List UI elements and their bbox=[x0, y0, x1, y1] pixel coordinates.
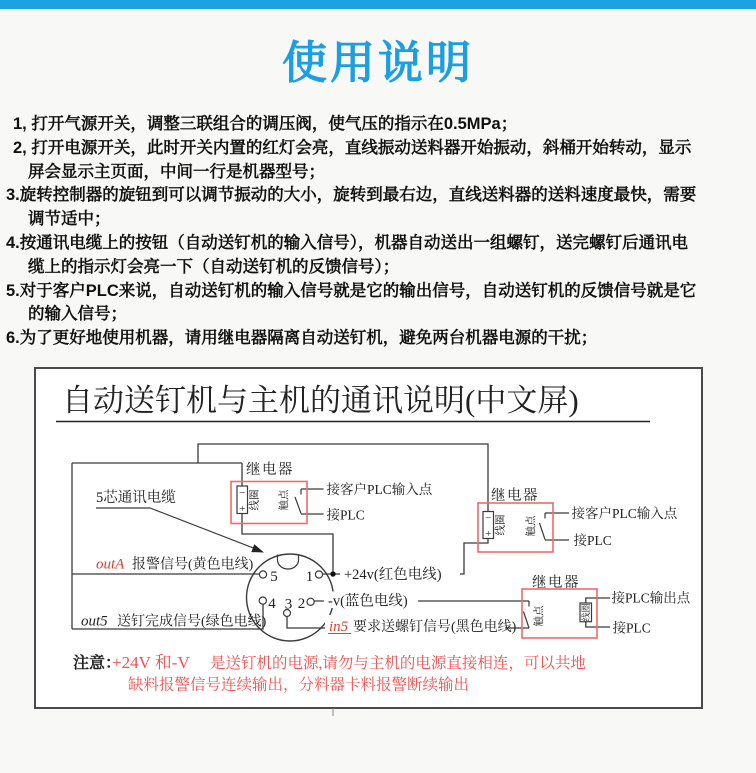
relay2-coil-minus: − bbox=[485, 512, 492, 525]
instruction-line: 缆上的指示灯会亮一下（自动送钉机的反馈信号）； bbox=[28, 258, 400, 276]
in5-prefix: in5 bbox=[329, 619, 349, 635]
diagram-title: 自动送钉机与主机的通讯说明(中文屏) bbox=[62, 383, 579, 418]
relay2-coil-label: 线圈 bbox=[495, 514, 507, 536]
instruction-line: 6.为了更好地使用机器，请用继电器隔离自动送钉机，避免两台机器电源的干扰； bbox=[6, 329, 598, 347]
relay1-contact-label: 触点 bbox=[279, 489, 290, 511]
in5-label: 要求送螺钉信号(黑色电线) bbox=[353, 620, 517, 635]
instruction-line: 1, 打开气源开关，调整三联组合的调压阀，使气压的指示在0.5MPa； bbox=[13, 115, 518, 133]
instruction-line: 5.对于客户PLC来说，自动送钉机的输入信号就是它的输出信号，自动送钉机的反馈信号就是它 bbox=[6, 282, 697, 300]
relay2-plc-in-label: 接客户PLC输入点 bbox=[571, 506, 678, 521]
instruction-line: 4.按通讯电缆上的按钮（自动送钉机的输入信号），机器自动送出一组螺钉，送完螺钉后通讯电 bbox=[6, 234, 689, 252]
out5-label: 送钉完成信号(绿色电线) bbox=[117, 614, 267, 630]
instruction-line: 2, 打开电源开关，此时开关内置的红灯会亮，直线振动送料器开始振动，斜桶开始转动，显示 bbox=[13, 139, 692, 157]
pin2-number: 2 bbox=[297, 596, 306, 612]
outA-prefix: outA bbox=[96, 556, 125, 573]
notice-label: 注意： bbox=[73, 655, 122, 672]
relay1-title: 继电器 bbox=[246, 462, 294, 478]
relay1-coil-plus: + bbox=[239, 503, 246, 515]
pin5-number: 5 bbox=[270, 569, 278, 585]
relay2-plc-label: 接PLC bbox=[573, 533, 612, 548]
out5-prefix: out5 bbox=[81, 613, 108, 630]
relay3-coil-label: 线圈 bbox=[581, 603, 591, 622]
instruction-line: 的输入信号； bbox=[28, 305, 127, 323]
nv-label: -v(蓝色电线) bbox=[328, 593, 408, 610]
relay1-plc-label: 接PLC bbox=[326, 507, 365, 523]
instruction-line: 屏会显示主页面，中间一行是机器型号； bbox=[28, 163, 325, 181]
relay3-plc-out-label: 接PLC输出点 bbox=[611, 590, 691, 606]
cable-label: 5芯通讯电缆 bbox=[96, 490, 176, 506]
relay2-title: 继电器 bbox=[491, 488, 539, 504]
relay1-coil-minus: − bbox=[239, 487, 246, 499]
relay3-title: 继电器 bbox=[532, 575, 580, 591]
instruction-line: 3.旋转控制器的旋钮到可以调节振动的大小，旋转到最右边，直线送料器的送料速度最快，需要 bbox=[6, 186, 697, 204]
instruction-line: 调节适中； bbox=[28, 210, 111, 228]
relay1-coil-label: 线圈 bbox=[249, 489, 261, 511]
relay3-contact-label: 触点 bbox=[534, 605, 545, 627]
pin1-number: 1 bbox=[305, 569, 314, 585]
relay2-coil-plus: + bbox=[485, 528, 492, 540]
p24v-label: +24v(红色电线) bbox=[344, 567, 442, 583]
junction-dot bbox=[330, 571, 335, 576]
notice-line2-text: 缺料报警信号连续输出，分料器卡料报警断续输出 bbox=[128, 676, 470, 694]
pin4-number: 4 bbox=[268, 596, 276, 612]
outA-label: 报警信号(黄色电线) bbox=[132, 557, 254, 573]
relay2-contact-label: 触点 bbox=[526, 515, 537, 537]
notice-line1-power: +24V 和-V bbox=[112, 653, 190, 672]
relay1-plc-in-label: 接客户PLC输入点 bbox=[326, 482, 433, 497]
page-title: 使用说明 bbox=[281, 37, 474, 88]
relay3-plc-label: 接PLC bbox=[612, 620, 651, 636]
notice-line1-text: 是送钉机的电源,请勿与主机的电源直接相连，可以共地 bbox=[210, 655, 586, 672]
pin3-number: 3 bbox=[284, 596, 293, 613]
